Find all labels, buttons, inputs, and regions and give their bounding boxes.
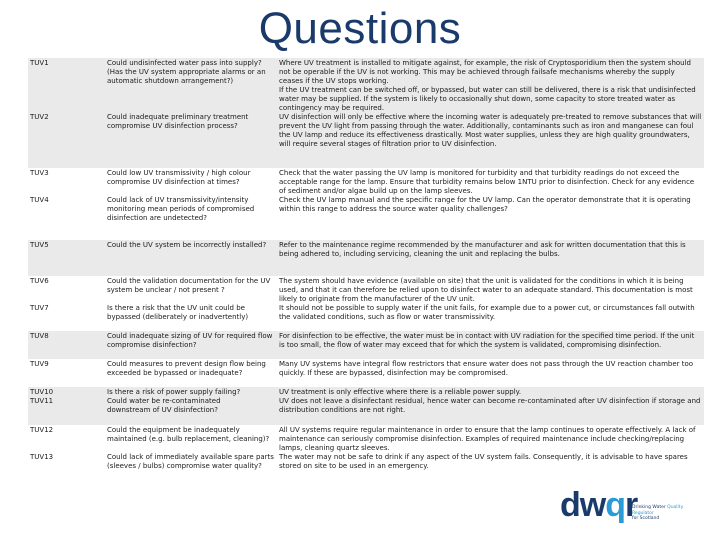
question-line: automatic shutdown arrangement?): [107, 77, 234, 85]
risk-code: [30, 187, 103, 196]
risk-code: TUV8: [30, 332, 49, 340]
codes-cell: [28, 387, 105, 425]
questions-cell: [105, 359, 277, 387]
question-line: Could low UV transmissivity / high colour: [107, 169, 251, 177]
answer-line: Where UV treatment is installed to mitigate against, for example, the risk of Cryptosporidium then the system should: [279, 59, 691, 67]
question-line: Could inadequate sizing of UV for required flow: [107, 332, 273, 340]
question-line: maintained (e.g. bulb replacement, cleaning)?: [107, 435, 270, 443]
logo-word-r: r: [625, 486, 638, 524]
questions-cell: [105, 240, 277, 276]
answers-cell: [277, 276, 704, 331]
dwqr-logo: [560, 486, 710, 534]
answer-line: UV does not leave a disinfectant residual, hence water can become re-contaminated after UV disinfection if storage and: [279, 397, 701, 405]
risk-code: [30, 435, 103, 444]
question-line: Could measures to prevent design flow being: [107, 360, 266, 368]
answers-cell: [277, 359, 704, 387]
codes-cell: [28, 331, 105, 359]
risk-code: TUV10: [30, 388, 54, 396]
answer-line: distribution conditions are not right.: [279, 406, 406, 414]
answer-line: For disinfection to be effective, the water must be in contact with UV radiation for the specified time period. If the unit: [279, 332, 695, 340]
question-line: (Has the UV system appropriate alarms or an: [107, 68, 266, 76]
codes-cell: [28, 425, 105, 485]
answer-line: will require several stages of filtration prior to UV disinfection.: [279, 140, 497, 148]
answer-line: Many UV systems have integral flow restrictors that ensure water does not pass through the UV reaction chamber too: [279, 360, 694, 368]
risk-code: [30, 77, 103, 86]
answer-line: maintenance can seriously compromise disinfection. Examples of required maintenance include checking/replacing: [279, 435, 685, 443]
question-line: [107, 187, 275, 196]
question-line: [107, 444, 275, 453]
answer-line: It should not be possible to supply water if the unit fails, for example due to a power cut, or circumstances fall outwith: [279, 304, 695, 312]
questions-cell: [105, 425, 277, 485]
answer-line: Check that the water passing the UV lamp is monitored for turbidity and that turbidity readings do not exceed the: [279, 169, 680, 177]
codes-cell: [28, 58, 105, 168]
answer-line: of sediment and/or algae build up on the lamp sleeves.: [279, 187, 473, 195]
table-row: [28, 425, 704, 485]
answer-line: the validated conditions, such as flow or water transmissivity.: [279, 313, 496, 321]
answer-line: the UV lamp and reduce its effectiveness drastically. Most water supplies, unless they are high quality groundwaters,: [279, 131, 690, 139]
answer-line: If the UV treatment can be switched off, or bypassed, but water can still be delivered, there is a risk that undisinfected: [279, 86, 696, 94]
logo-word-dw: dw: [560, 486, 606, 524]
answers-cell: [277, 58, 704, 168]
risk-code: TUV7: [30, 304, 49, 312]
answer-line: UV treatment is only effective where there is a reliable power supply.: [279, 388, 522, 396]
questions-cell: [105, 331, 277, 359]
answer-line: stored on site to be used in an emergency.: [279, 462, 429, 470]
risk-code: TUV2: [30, 113, 49, 121]
risk-code: TUV5: [30, 241, 49, 249]
logo-tag-c: Regulator: [632, 510, 654, 516]
question-line: Is there a risk that the UV unit could be: [107, 304, 245, 312]
question-line: [107, 95, 275, 104]
answer-line: water may be supplied. If the system is likely to occasionally shut down, some capacity to store treated water as: [279, 95, 676, 103]
risk-code: TUV11: [30, 397, 54, 405]
answer-line: Refer to the maintenance regime recommended by the manufacturer and ask for written documentation that this is: [279, 241, 686, 249]
answer-line: The system should have evidence (available on site) that the unit is validated for the conditions in which it is being: [279, 277, 684, 285]
risk-code: TUV6: [30, 277, 49, 285]
question-line: disinfection are undetected?: [107, 214, 207, 222]
logo-wordmark: [560, 486, 637, 525]
risk-code: TUV4: [30, 196, 49, 204]
risk-code: [30, 86, 103, 95]
answer-line: The water may not be safe to drink if any aspect of the UV system fails. Consequently, it is advisable to have spares: [279, 453, 688, 461]
answers-cell: [277, 387, 704, 425]
table-row: [28, 359, 704, 387]
table-row: [28, 276, 704, 331]
answers-cell: [277, 425, 704, 485]
answer-line: within this range to address the source water quality challenges?: [279, 205, 508, 213]
question-line: Could the equipment be inadequately: [107, 426, 240, 434]
table-row: [28, 58, 704, 168]
risk-code: TUV1: [30, 59, 49, 67]
logo-tag-b: Quality: [667, 505, 684, 510]
question-line: [107, 86, 275, 95]
question-line: compromise disinfection?: [107, 341, 197, 349]
answer-line: acceptable range for the lamp. Ensure that turbidity remains below 1NTU prior to disinfection. Check for any evidence: [279, 178, 695, 186]
question-line: downstream of UV disinfection?: [107, 406, 218, 414]
page-title: Questions: [258, 4, 462, 53]
questions-cell: [105, 168, 277, 240]
codes-cell: [28, 168, 105, 240]
risk-code: [30, 104, 103, 113]
question-line: exceeded be bypassed or inadequate?: [107, 369, 243, 377]
answer-line: All UV systems require regular maintenance in order to ensure that the lamp continues to operate effectively. A lack of: [279, 426, 696, 434]
risk-code: [30, 178, 103, 187]
question-line: Is there a risk of power supply failing?: [107, 388, 241, 396]
logo-tag-d: for Scotland: [632, 516, 660, 521]
table-row: [28, 240, 704, 276]
question-line: Could the UV system be incorrectly installed?: [107, 241, 267, 249]
answers-cell: [277, 168, 704, 240]
answer-line: Check the UV lamp manual and the specific range for the UV lamp. Can the operator demonstrate that it is operating: [279, 196, 691, 204]
answer-line: not be operable if the UV is not working. This may be achieved through failsafe mechanisms whereby the supply: [279, 68, 675, 76]
logo-tagline: [632, 505, 702, 522]
risk-code: [30, 68, 103, 77]
logo-word-q: q: [605, 486, 625, 524]
answer-line: contingency may be required.: [279, 104, 385, 112]
question-line: monitoring mean periods of compromised: [107, 205, 255, 213]
codes-cell: [28, 276, 105, 331]
question-line: Could lack of UV transmissivity/intensity: [107, 196, 249, 204]
question-line: Could inadequate preliminary treatment: [107, 113, 249, 121]
risk-code: [30, 295, 103, 304]
answer-line: being adhered to, including servicing, cleaning the unit and replacing the bulbs.: [279, 250, 560, 258]
question-line: Could lack of immediately available spare parts: [107, 453, 274, 461]
risk-code: [30, 95, 103, 104]
questions-cell: [105, 58, 277, 168]
logo-tag-a: Drinking Water: [632, 505, 666, 510]
questions-cell: [105, 387, 277, 425]
question-line: [107, 104, 275, 113]
answers-cell: [277, 331, 704, 359]
question-line: Could water be re-contaminated: [107, 397, 221, 405]
question-line: compromise UV disinfection at times?: [107, 178, 240, 186]
answer-line: likely to originate from the manufacturer of the UV unit.: [279, 295, 475, 303]
answers-cell: [277, 240, 704, 276]
answer-line: UV disinfection will only be effective where the incoming water is adequately pre-treated to remove substances that will: [279, 113, 702, 121]
question-line: Could the validation documentation for the UV: [107, 277, 271, 285]
question-line: [107, 295, 275, 304]
codes-cell: [28, 359, 105, 387]
answer-line: used, and that it can therefore be relied upon to disinfect water to an adequate standard. This documentation is most: [279, 286, 693, 294]
answer-line: is too small, the flow of water may exceed that for which the system is validated, compromising disinfection.: [279, 341, 662, 349]
codes-cell: [28, 240, 105, 276]
question-line: Could undisinfected water pass into supply?: [107, 59, 262, 67]
answer-line: quickly. If these are bypassed, disinfection may be compromised.: [279, 369, 508, 377]
risk-code: TUV13: [30, 453, 54, 461]
questions-cell: [105, 276, 277, 331]
question-line: bypassed (deliberately or inadvertently): [107, 313, 249, 321]
table-row: [28, 331, 704, 359]
risk-code: TUV3: [30, 169, 49, 177]
answer-line: prevent the UV light from passing through the water. Additionally, contaminants such as iron and manganese can foul: [279, 122, 694, 130]
question-line: compromise UV disinfection process?: [107, 122, 238, 130]
answer-line: ceases if the UV stops working.: [279, 77, 389, 85]
risk-code: TUV12: [30, 426, 54, 434]
question-line: (sleeves / bulbs) compromise water quality?: [107, 462, 262, 470]
risk-code: TUV9: [30, 360, 49, 368]
table-row: [28, 168, 704, 240]
question-line: system be unclear / not present ?: [107, 286, 225, 294]
risk-code: [30, 444, 103, 453]
table-row: [28, 387, 704, 425]
risk-code: [30, 286, 103, 295]
questions-table: [28, 58, 704, 485]
answer-line: lamps, cleaning quartz sleeves.: [279, 444, 390, 452]
